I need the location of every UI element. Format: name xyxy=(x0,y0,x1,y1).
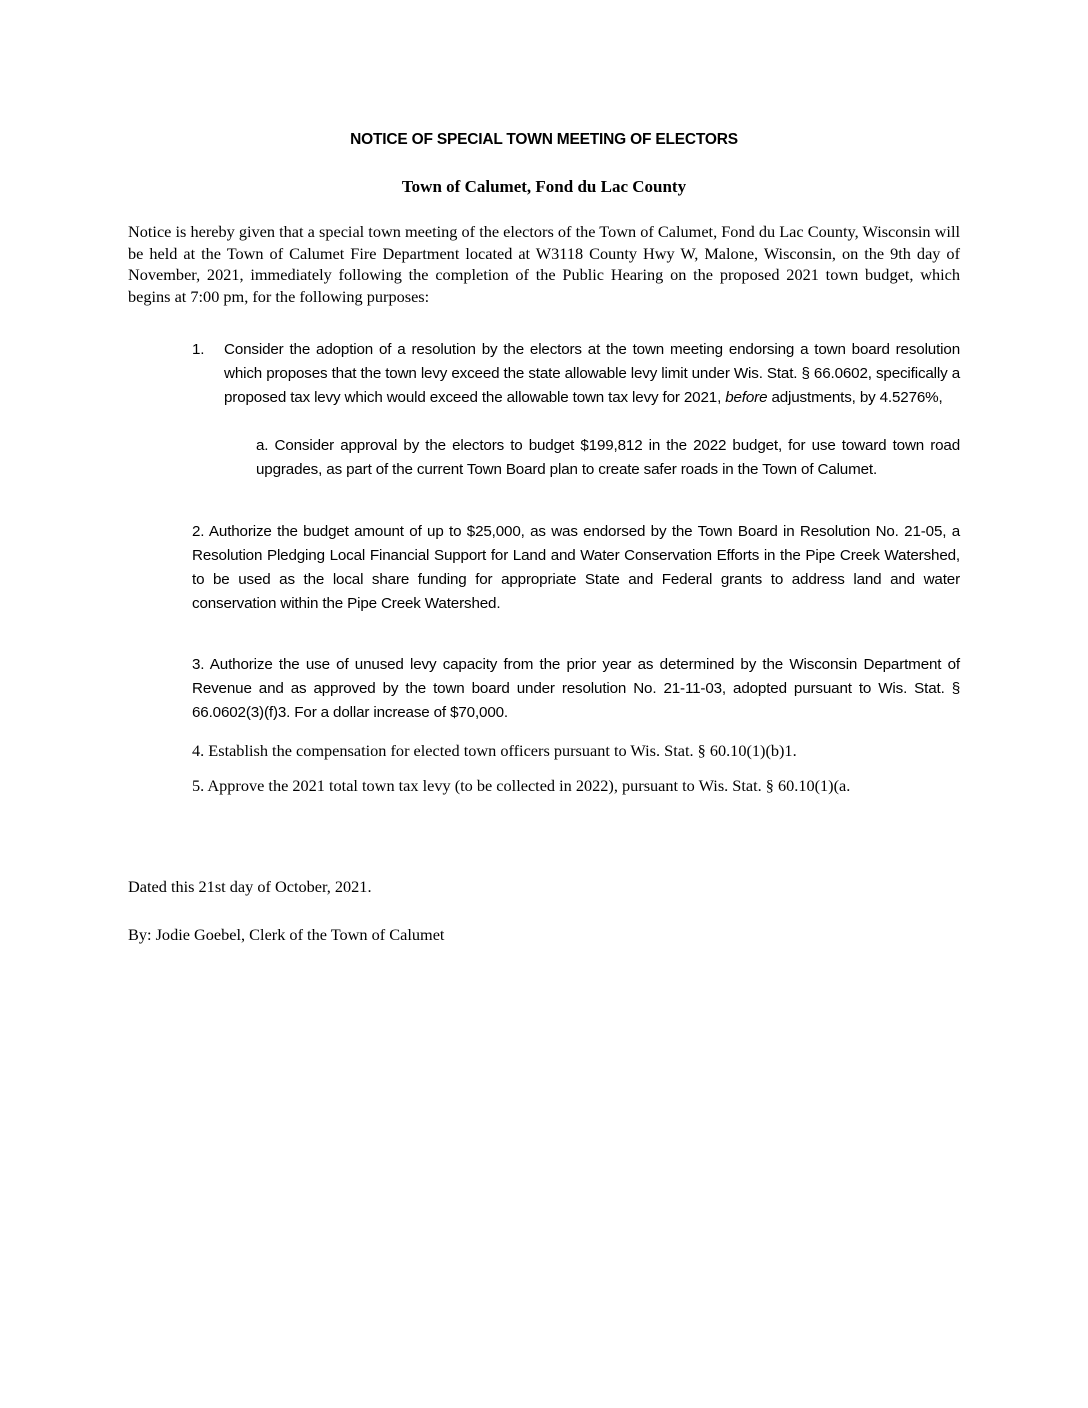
purpose-item-1a: a. Consider approval by the electors to budget $199,812 in the 2022 budget, for use toward town road upgrades, as part of the current Town Board plan to create safer roads in the Town of Calumet. xyxy=(256,437,960,478)
purpose-item-4: 4. Establish the compensation for elected town officers pursuant to Wis. Stat. § 60.10(1)(b)1. xyxy=(192,741,797,760)
purpose-item-2: 2. Authorize the budget amount of up to $25,000, as was endorsed by the Town Board in Resolution No. 21-05, a Resolution Pledging Local Financial Support for Land and Water Conservation Efforts in the Pipe Creek Watershed, to be used as the local share funding for appropriate State and Federal grants to address land and water conservation within the Pipe Creek Watershed. xyxy=(192,523,960,612)
purpose-item-1-text-end: adjustments, by 4.5276%, xyxy=(767,389,943,406)
signature-line: By: Jodie Goebel, Clerk of the Town of Calumet xyxy=(128,925,445,944)
purpose-item-1 xyxy=(192,338,960,410)
dated-line: Dated this 21st day of October, 2021. xyxy=(128,877,372,896)
purpose-item-3: 3. Authorize the use of unused levy capacity from the prior year as determined by the Wisconsin Department of Revenue and as approved by the town board under resolution No. 21-11-03, adopted pursuant to Wis. Stat. § 66.0602(3)(f)3. For a dollar increase of $70,000. xyxy=(192,656,960,721)
purpose-item-5: 5. Approve the 2021 total town tax levy (to be collected in 2022), pursuant to Wis. Stat. § 60.10(1)(a. xyxy=(192,776,851,795)
purpose-item-1-text-start: Consider the adoption of a resolution by the electors at the town meeting endorsing a town board resolution which proposes that the town levy exceed the state allowable levy limit under Wis. Stat. § 66.0602, specifically a proposed tax levy which would exceed the allowable town tax levy for 2021, xyxy=(224,341,960,406)
purpose-item-1-text xyxy=(224,338,960,410)
purpose-item-1-number: 1. xyxy=(192,341,205,358)
notice-title: NOTICE OF SPECIAL TOWN MEETING OF ELECTORS xyxy=(350,131,738,148)
intro-paragraph: Notice is hereby given that a special town meeting of the electors of the Town of Calumet, Fond du Lac County, Wisconsin will be held at the Town of Calumet Fire Department located at W3118 County Hwy W, Malone, Wisconsin, on the 9th day of November, 2021, immediately following the completion of the Public Hearing on the proposed 2021 town budget, which begins at 7:00 pm, for the following purposes: xyxy=(128,222,960,306)
purpose-item-1-emphasis: before xyxy=(725,389,768,406)
notice-subtitle: Town of Calumet, Fond du Lac County xyxy=(401,177,687,196)
